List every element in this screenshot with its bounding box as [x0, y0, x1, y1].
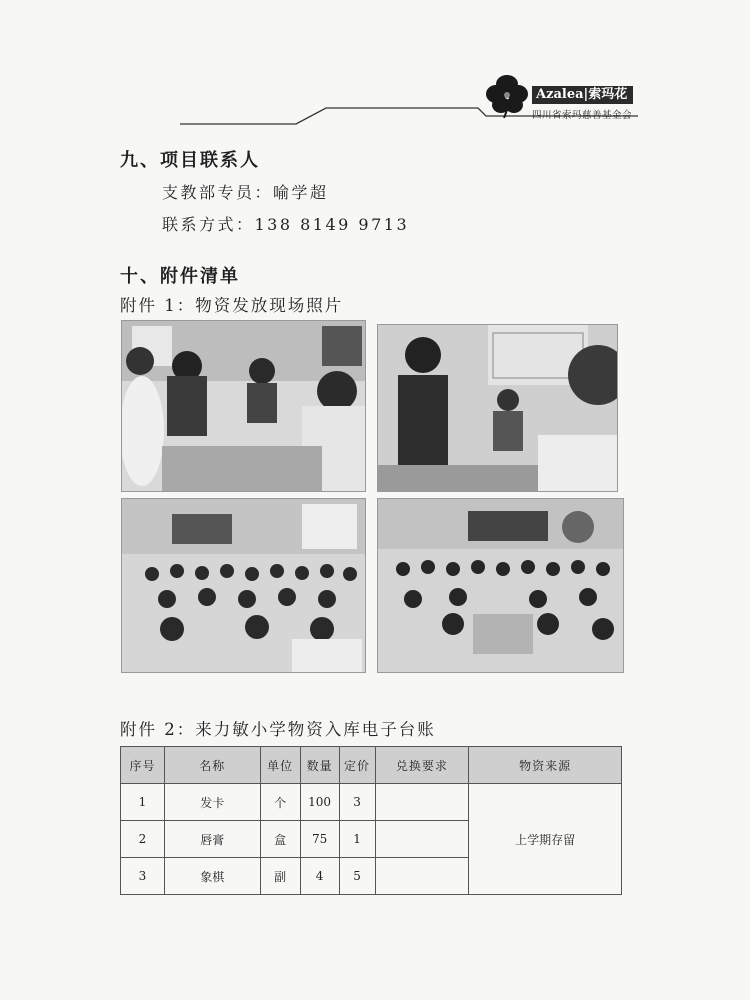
attachment2-caption: 附件 2：来力敏小学物资入库电子台账 [120, 720, 436, 739]
distribution-photo-1 [121, 320, 366, 492]
inventory-ledger-table [120, 746, 622, 895]
cell-exchange-requirement [375, 784, 469, 821]
cell-quantity: 100 [300, 784, 339, 821]
cell-name: 发卡 [164, 784, 260, 821]
cell-unit: 个 [260, 784, 300, 821]
header-source: 物资来源 [469, 747, 622, 784]
foundation-logo [484, 70, 634, 122]
header-name: 名称 [164, 747, 260, 784]
cell-index: 2 [121, 821, 165, 858]
cell-unit: 副 [260, 858, 300, 895]
section9-heading: 九、项目联系人 [120, 150, 260, 171]
cell-unit: 盒 [260, 821, 300, 858]
cell-quantity: 4 [300, 858, 339, 895]
section10-heading: 十、附件清单 [120, 266, 240, 287]
table-row [121, 784, 622, 821]
logo-subtitle: 四川省索玛慈善基金会 [532, 110, 633, 121]
logo-title: Azalea|索玛花 [532, 86, 633, 104]
azalea-flower-icon [484, 70, 530, 118]
contact-person: 支教部专员：喻学超 [162, 183, 329, 202]
cell-price: 3 [339, 784, 375, 821]
header-unit: 单位 [260, 747, 300, 784]
header-quantity: 数量 [300, 747, 339, 784]
header-price: 定价 [339, 747, 375, 784]
cell-price: 1 [339, 821, 375, 858]
cell-index: 1 [121, 784, 165, 821]
cell-name: 唇膏 [164, 821, 260, 858]
cell-quantity: 75 [300, 821, 339, 858]
header-index: 序号 [121, 747, 165, 784]
cell-exchange-requirement [375, 858, 469, 895]
cell-exchange-requirement [375, 821, 469, 858]
distribution-photo-2 [377, 324, 618, 492]
attachment1-caption: 附件 1：物资发放现场照片 [120, 296, 344, 315]
table-header-row [121, 747, 622, 784]
header-exchange-requirement: 兑换要求 [375, 747, 469, 784]
cell-price: 5 [339, 858, 375, 895]
contact-phone: 联系方式：138 8149 9713 [162, 215, 410, 234]
distribution-photo-3 [121, 498, 366, 673]
cell-source-merged: 上学期存留 [469, 784, 622, 895]
cell-name: 象棋 [164, 858, 260, 895]
cell-index: 3 [121, 858, 165, 895]
header-divider-line [0, 0, 750, 140]
distribution-photo-4 [377, 498, 624, 673]
